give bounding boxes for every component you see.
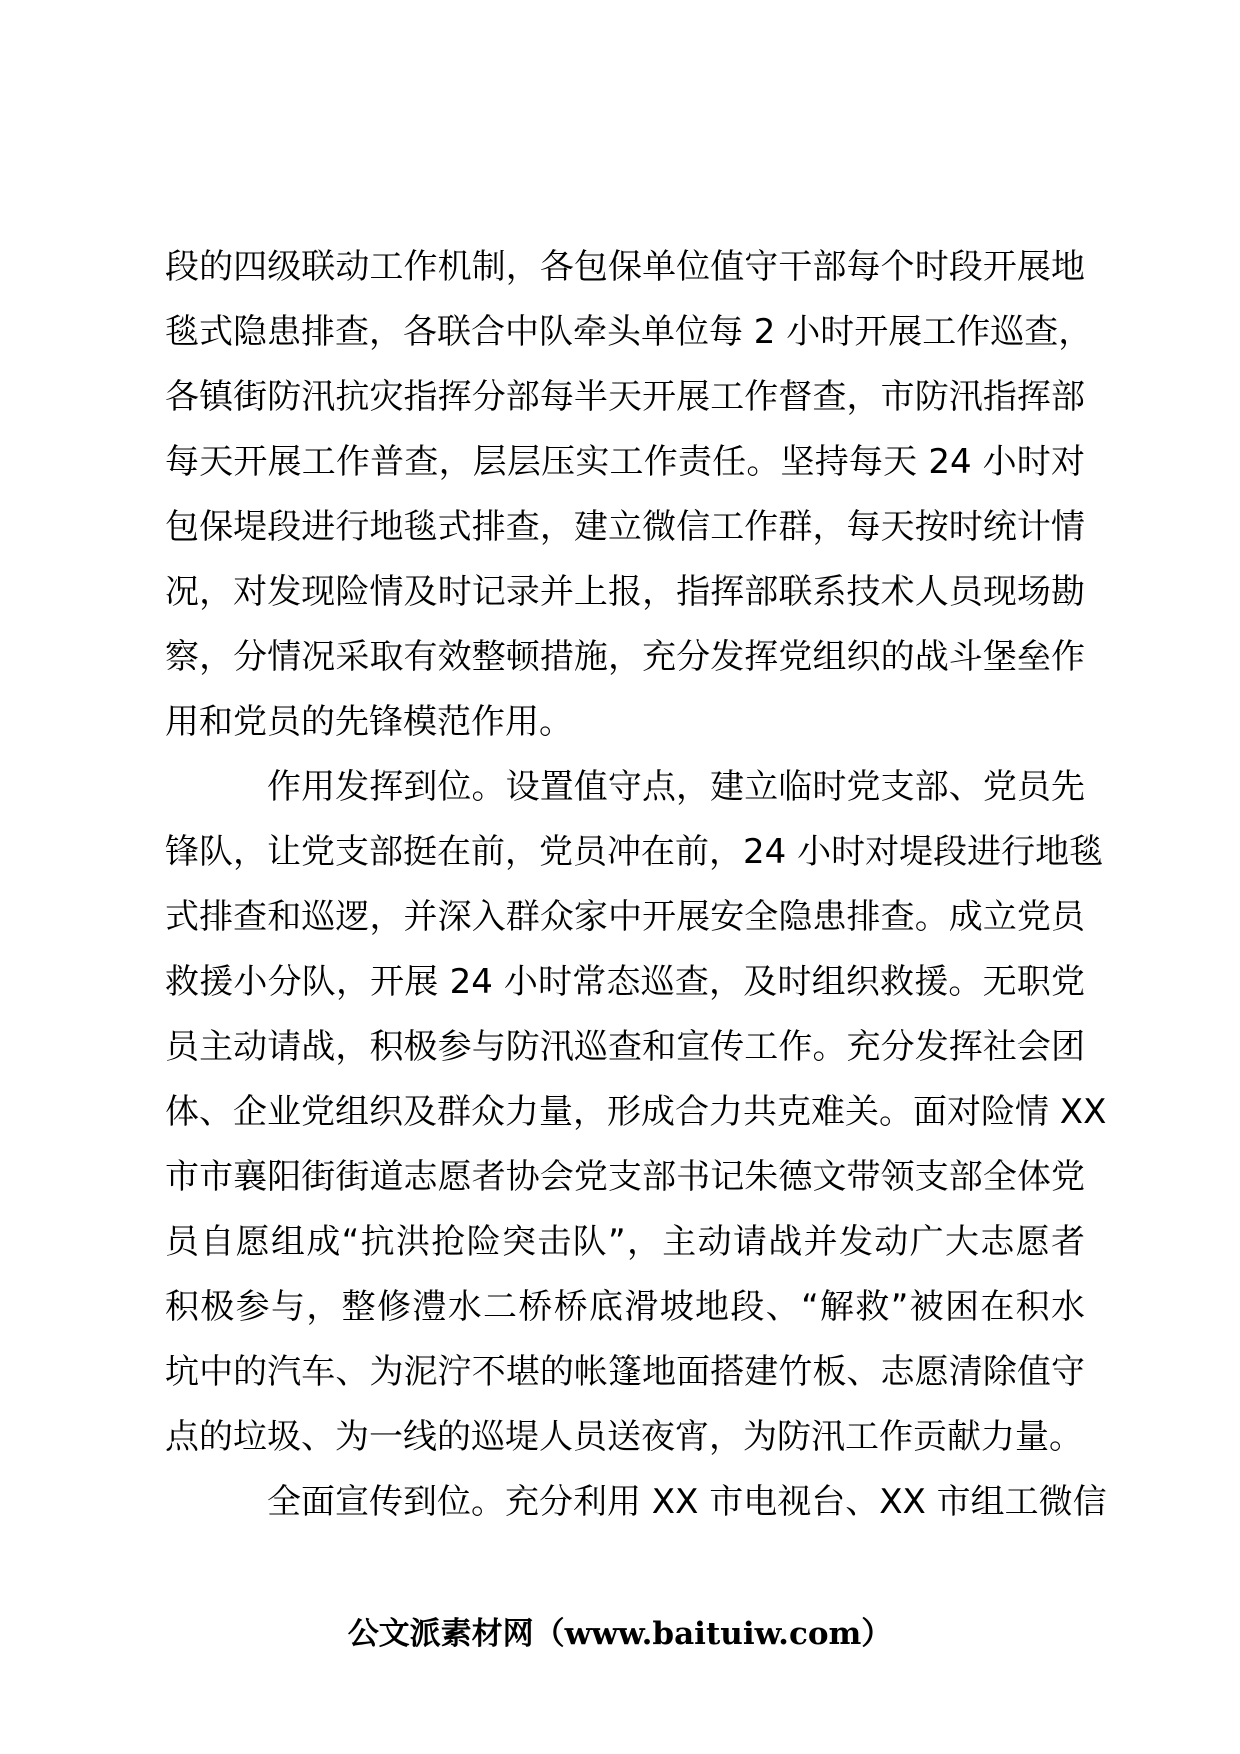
text-line: 员自愿组成“抗洪抢险突击队”，主动请战并发动广大志愿者 (165, 1222, 1085, 1262)
text-line: 救援小分队，开展 24 小时常态巡查，及时组织救援。无职党 (165, 962, 1085, 1002)
text-line: 况，对发现险情及时记录并上报，指挥部联系技术人员现场勘 (165, 572, 1085, 612)
text-line: 员主动请战，积极参与防汛巡查和宣传工作。充分发挥社会团 (165, 1027, 1085, 1067)
text-line: 每天开展工作普查，层层压实工作责任。坚持每天 24 小时对 (165, 442, 1085, 482)
footer-watermark: 公文派素材网（www.baituiw.com） (347, 1616, 893, 1652)
paragraph-2 (165, 755, 1107, 1470)
text-line: 察，分情况采取有效整顿措施，充分发挥党组织的战斗堡垒作 (165, 637, 1085, 677)
text-line: 全面宣传到位。充分利用 XX 市电视台、XX 市组工微信 (267, 1482, 1107, 1522)
text-line: 用和党员的先锋模范作用。 (165, 702, 573, 742)
document-body (165, 235, 1107, 1535)
text-line: 锋队，让党支部挺在前，党员冲在前，24 小时对堤段进行地毯 (165, 832, 1104, 872)
text-line: 式排查和巡逻，并深入群众家中开展安全隐患排查。成立党员 (165, 897, 1085, 937)
paragraph-1 (165, 235, 1093, 755)
text-line: 各镇街防汛抗灾指挥分部每半天开展工作督查，市防汛指挥部 (165, 377, 1085, 417)
text-line: 坑中的汽车、为泥泞不堪的帐篷地面搭建竹板、志愿清除值守 (165, 1352, 1085, 1392)
text-line: 积极参与，整修澧水二桥桥底滑坡地段、“解救”被困在积水 (165, 1287, 1085, 1327)
text-line: 市市襄阳街街道志愿者协会党支部书记朱德文带领支部全体党 (165, 1157, 1085, 1197)
paragraph-3 (165, 1470, 1107, 1535)
text-line: 包保堤段进行地毯式排查，建立微信工作群，每天按时统计情 (165, 507, 1085, 547)
text-line: 体、企业党组织及群众力量，形成合力共克难关。面对险情 XX (165, 1092, 1107, 1132)
text-line: 点的垃圾、为一线的巡堤人员送夜宵，为防汛工作贡献力量。 (165, 1417, 1083, 1457)
text-line: 段的四级联动工作机制，各包保单位值守干部每个时段开展地 (165, 247, 1085, 287)
text-line: 毯式隐患排查，各联合中队牵头单位每 2 小时开展工作巡查， (165, 312, 1093, 352)
text-line: 作用发挥到位。设置值守点，建立临时党支部、党员先 (267, 767, 1085, 807)
